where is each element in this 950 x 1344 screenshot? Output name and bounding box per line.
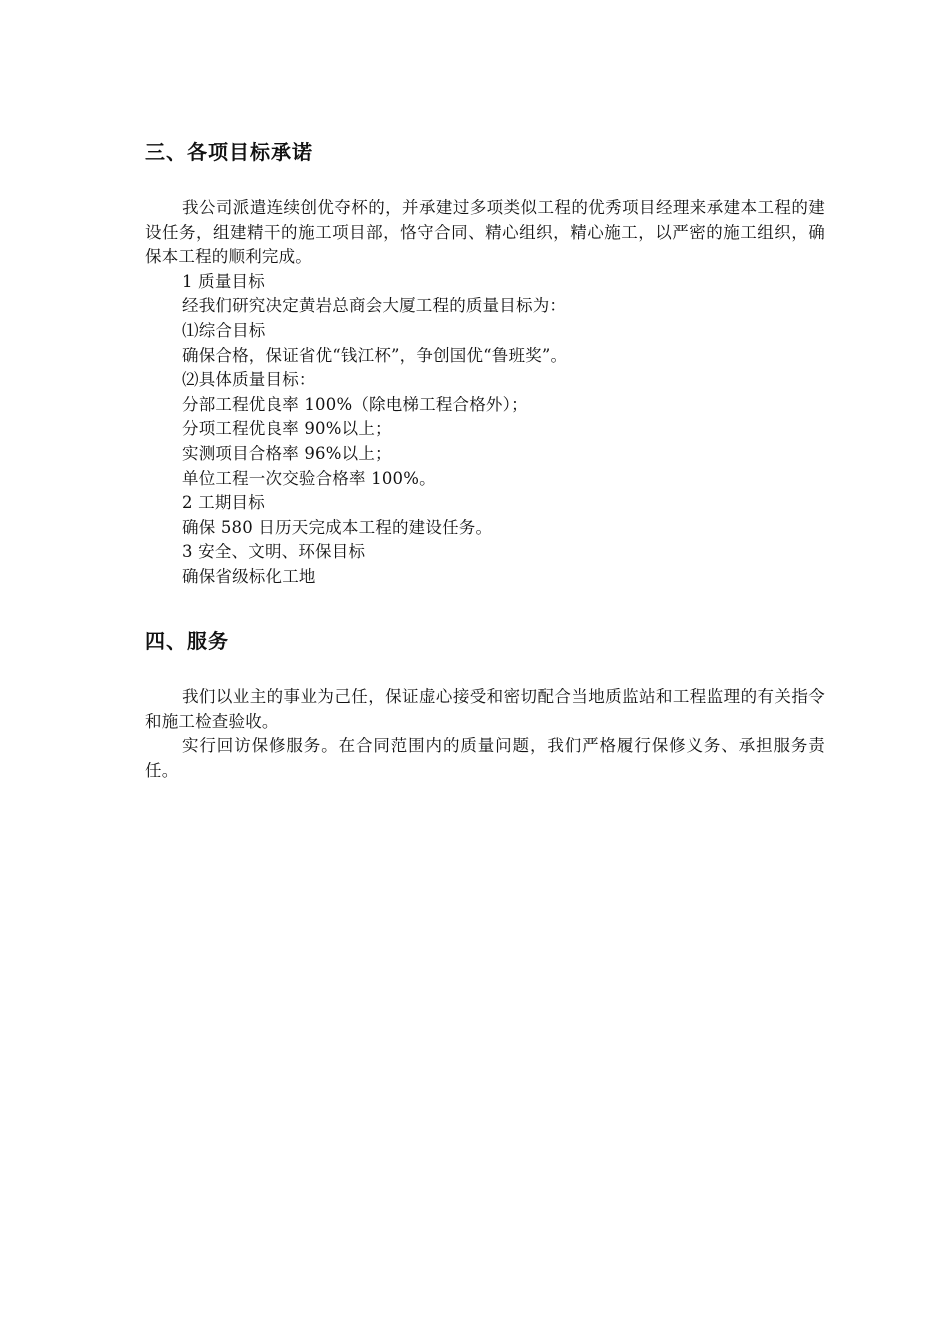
- safety-target-text: 确保省级标化工地: [182, 566, 316, 586]
- overall-target-text: 确保合格，保证省优“钱江杯”，争创国优“鲁班奖”。: [182, 345, 568, 365]
- overall-target-label: ⑴综合目标: [182, 320, 266, 340]
- schedule-target-heading: 2 工期目标: [182, 493, 265, 513]
- service-paragraph: 我们以业主的事业为己任，保证虚心接受和密切配合当地质监站和工程监理的有关指令和施工检查验收。: [145, 687, 825, 731]
- section-body-service: [145, 685, 825, 783]
- section-heading-service: 四、服务: [145, 629, 229, 653]
- quality-target-statement: 经我们研究决定黄岩总商会大厦工程的质量目标为：: [182, 296, 567, 316]
- service-paragraph: 实行回访保修服务。在合同范围内的质量问题，我们严格履行保修义务、承担服务责任。: [145, 736, 825, 780]
- intro-paragraph: 我公司派遣连续创优夺杯的，并承建过多项类似工程的优秀项目经理来承建本工程的建设任务，组建精干的施工项目部，恪守合同、精心组织，精心施工，以严密的施工组织，确保本工程的顺利完成。: [145, 198, 825, 267]
- specific-target-item: 分项工程优良率 90%以上；: [182, 419, 392, 439]
- quality-target-heading: 1 质量目标: [182, 271, 265, 291]
- section-heading-targets: 三、各项目标承诺: [145, 140, 313, 164]
- schedule-target-text: 确保 580 日历天完成本工程的建设任务。: [182, 517, 493, 537]
- specific-target-item: 单位工程一次交验合格率 100%。: [182, 468, 436, 488]
- safety-target-heading: 3 安全、文明、环保目标: [182, 542, 366, 562]
- specific-target-item: 分部工程优良率 100%（除电梯工程合格外）；: [182, 394, 528, 414]
- section-body-targets: [145, 196, 825, 590]
- specific-target-label: ⑵具体质量目标：: [182, 370, 316, 390]
- specific-target-item: 实测项目合格率 96%以上；: [182, 443, 392, 463]
